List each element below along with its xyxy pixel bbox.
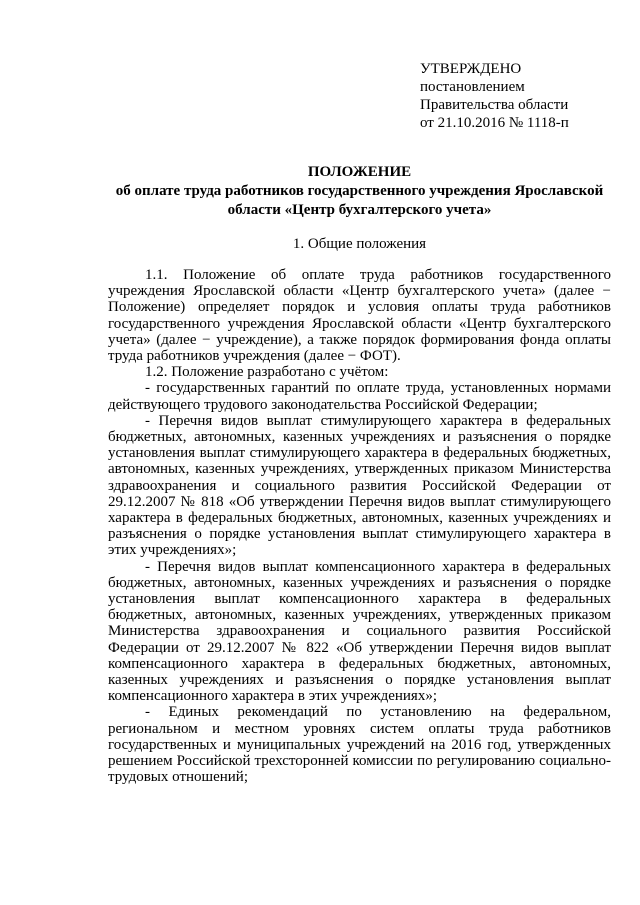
approval-stamp bbox=[420, 60, 569, 132]
document-subtitle-line: об оплате труда работников государственного учреждения Ярославской bbox=[115, 183, 604, 199]
document-body bbox=[108, 267, 611, 786]
paragraph-1-1: 1.1. Положение об оплате труда работников государственного учреждения Ярославской области «Центр бухгалтерского учета» (далее − Положение) определяет порядок и условия оплаты труда работников государственного учреждения Ярославской области «Центр бухгалтерского учета» (далее − учреждение), а также порядок формирования фонда оплаты труда работников учреждения (далее − ФОТ). bbox=[108, 267, 611, 365]
list-item: - Перечня видов выплат стимулирующего характера в федеральных бюджетных, автономных, казенных учреждениях и разъяснения о порядке установления выплат стимулирующего характера в федеральных бюджетных, автономных, казенных учреждениях, утвержденных приказом Министерства здравоохранения и социального развития Российской Федерации от 29.12.2007 № 818 «Об утверждении Перечня видов выплат стимулирующего характера в федеральных бюджетных, автономных, казенных учреждениях и разъяснения о порядке установления выплат стимулирующего характера в этих учреждениях»; bbox=[108, 412, 611, 559]
approval-line: постановлением bbox=[420, 79, 525, 95]
document-heading bbox=[108, 163, 611, 220]
document-title: ПОЛОЖЕНИЕ bbox=[307, 164, 412, 180]
list-item: - государственных гарантий по оплате труда, установленных нормами действующего трудового законодательства Российской Федерации; bbox=[108, 380, 611, 413]
section-title: 1. Общие положения bbox=[292, 236, 427, 252]
paragraph-1-2: 1.2. Положение разработано с учётом: bbox=[145, 364, 389, 381]
document-subtitle-line: области «Центр бухгалтерского учета» bbox=[227, 202, 492, 218]
list-item: - Единых рекомендаций по установлению на федеральном, региональном и местном уровнях систем оплаты труда работников государственных и муниципальных учреждений на 2016 год, утвержденных решением Российской трехсторонней комиссии по регулированию социально-трудовых отношений; bbox=[108, 704, 611, 786]
approval-date-number: от 21.10.2016 № 1118-п bbox=[420, 115, 569, 131]
approval-line: Правительства области bbox=[420, 97, 569, 113]
approval-title: УТВЕРЖДЕНО bbox=[420, 61, 522, 77]
list-item: - Перечня видов выплат компенсационного характера в федеральных бюджетных, автономных, казенных учреждениях и разъяснения о порядке установления выплат компенсационного характера в федеральных бюджетных, автономных, казенных учреждениях, утвержденных приказом Министерства здравоохранения и социального развития Российской Федерации от 29.12.2007 № 822 «Об утверждении Перечня видов выплат компенсационного характера в федеральных бюджетных, автономных, казенных учреждениях и разъяснения о порядке установления выплат компенсационного характера в этих учреждениях»; bbox=[108, 558, 611, 705]
